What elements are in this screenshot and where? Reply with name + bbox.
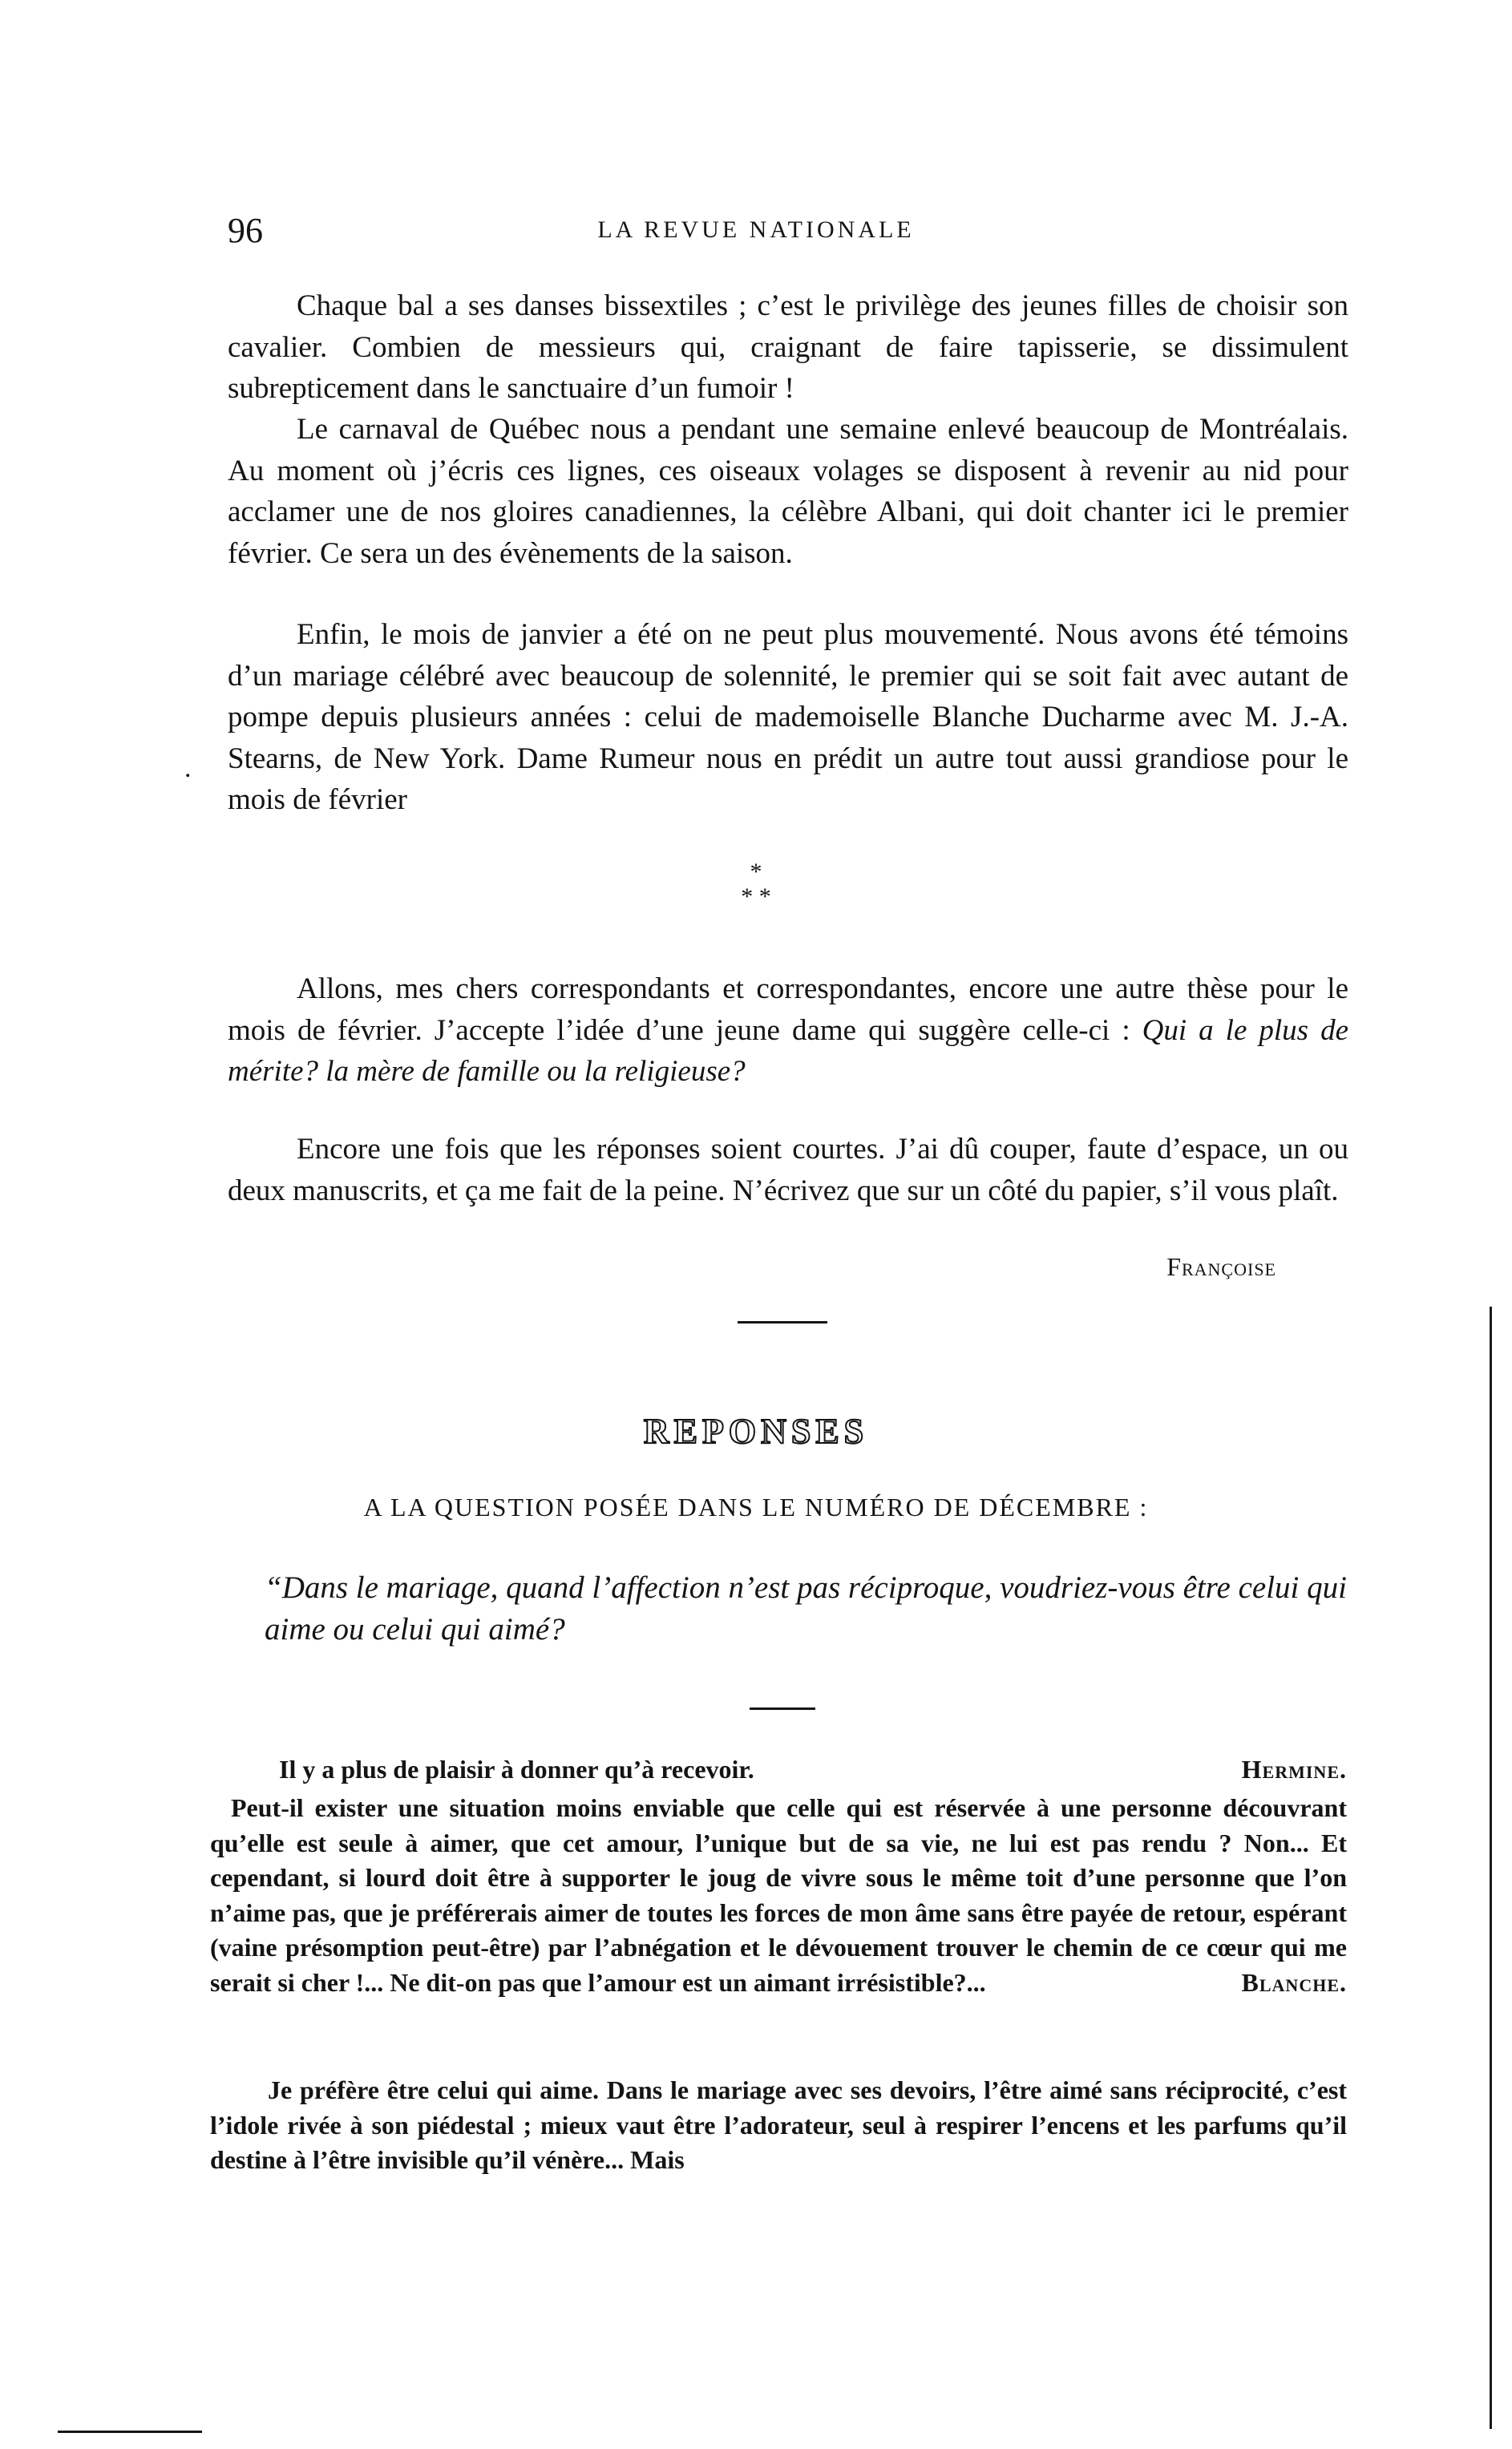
margin-mark: . — [184, 754, 192, 783]
chronicle-paragraph-5: Encore une fois que les réponses soient courtes. J’ai dû couper, faute d’espace, un ou deux manuscrits, et ça me fait de la peine. N’écrivez que sur un côté du papier, s’il vous plaît. — [228, 1133, 1348, 1207]
scan-foot-line — [58, 2431, 202, 2433]
chronicle-paragraph-1: Chaque bal a ses danses bissextiles ; c’est le privilège des jeunes filles de choisir son cavalier. Combien de messieurs qui, craignant de faire tapisserie, se dissimulent subrepticement dans le sanctuaire d’un fumoir ! — [228, 289, 1348, 405]
answer-blanche-text: Peut-il exister une situation moins enviable que celle qui est réservée à une personne découvrant qu’elle est seule à aimer, que cet amour, l’unique but de sa vie, ne lui est pas rendu ? Non... Et cependant, si lourd doit être à supporter le joug de vivre sous le même toit d’une personne que l’on n’aime pas, que je préférerais aimer de toutes les forces de mon âme sans être payée de retour, espérant (vaine présomption peut-être) par l’abnégation et le dévouement trouver le chemin de ce cœur qui me serait si cher !... Ne dit-on pas que l’amour est un aimant irrésistible?... — [210, 1793, 1347, 1997]
scan-edge-line — [1490, 1307, 1492, 2429]
chronicle-paragraph-3: Enfin, le mois de janvier a été on ne peut plus mouvementé. Nous avons été témoins d’un mariage célébré avec beaucoup de solennité, le premier qui se soit fait avec autant de pompe depuis plusieurs années : celui de mademoiselle Blanche Ducharme avec M. J.-A. Stearns, de New York. Dame Rumeur nous en prédit un autre tout aussi grandiose pour le mois de février — [228, 618, 1348, 816]
answer-blanche — [210, 1791, 1347, 2000]
paragraph-4-text: Allons, mes chers correspondants et correspondantes, encore une autre thèse pour le mois de février. J’accepte l’idée d’une jeune dame qui suggère celle-ci : — [228, 972, 1348, 1047]
answer-hermine — [210, 1752, 1347, 1788]
answer-hermine-signature: Hermine. — [1241, 1755, 1347, 1784]
chronicle-paragraph-2: Le carnaval de Québec nous a pendant une semaine enlevé beaucoup de Montréalais. Au moment où j’écris ces lignes, ces oiseaux volages se disposent à revenir au nid pour acclamer une de nos gloires canadiennes, la célèbre Albani, qui doit chanter ici le premier février. Ce sera un des évènements de la saison. — [228, 413, 1348, 570]
running-title: LA REVUE NATIONALE — [597, 216, 915, 243]
responses-subtitle: A LA QUESTION POSÉE DANS LE NUMÉRO DE DÉCEMBRE : — [363, 1493, 1149, 1522]
responses-title: REPONSES — [643, 1412, 869, 1451]
asterism-bottom: * * — [741, 883, 771, 910]
question-divider — [750, 1707, 815, 1710]
answer-hermine-text: Il y a plus de plaisir à donner qu’à recevoir. — [279, 1755, 754, 1784]
responses-question: “Dans le mariage, quand l’affection n’est pas réciproque, voudriez-vous être celui qui aime ou celui qui aimé? — [265, 1570, 1347, 1647]
answer-blanche-signature: Blanche. — [1241, 1967, 1347, 1997]
signature-francoise: Françoise — [1166, 1252, 1276, 1281]
page-number: 96 — [228, 211, 263, 250]
chronicle-paragraph-4 — [228, 968, 1348, 1093]
answer-three: Je préfère être celui qui aime. Dans le mariage avec ses devoirs, l’être aimé sans réciprocité, c’est l’idole rivée à son piédestal ; mieux vaut être l’adorateur, seul à respirer l’encens et les parfums qu’il destine à l’être invisible qu’il vénère... Mais — [210, 2075, 1347, 2174]
section-divider — [738, 1321, 827, 1324]
thesis-question: Qui a le plus de mérite? la mère de famille ou la religieuse? — [228, 1013, 1348, 1088]
asterism-top: * — [750, 859, 762, 885]
